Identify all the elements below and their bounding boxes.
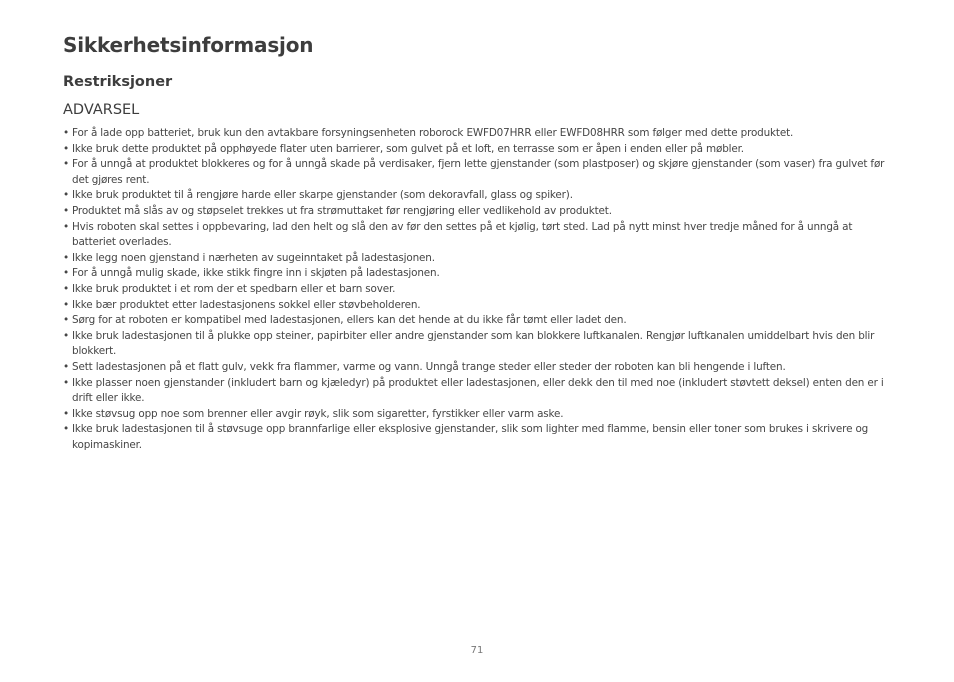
list-item-text: Ikke støvsug opp noe som brenner eller avgir røyk, slik som sigaretter, fyrstikker eller varm aske. xyxy=(72,407,564,420)
list-item-text: Ikke plasser noen gjenstander (inkludert barn og kjæledyr) på produktet eller ladestasjonen, eller dekk den til med noe (inkludert støvtett deksel) enten den er i drift eller ikke. xyxy=(72,376,884,405)
list-item xyxy=(63,204,893,220)
bullet-icon: • xyxy=(63,282,69,295)
page-number: 71 xyxy=(470,645,484,656)
list-item xyxy=(63,282,893,298)
list-item xyxy=(63,142,893,158)
list-item xyxy=(63,251,893,267)
list-item-text: For å unngå at produktet blokkeres og for å unngå skade på verdisaker, fjern lette gjenstander (som plastposer) og skjøre gjenstander (som vaser) fra gulvet før det gjøres rent. xyxy=(72,158,885,186)
list-item xyxy=(63,266,893,282)
list-item-text: Sett ladestasjonen på et flatt gulv, vekk fra flammer, varme og vann. Unngå trange steder eller steder der roboten kan bli hengende i luften. xyxy=(72,360,786,373)
list-item xyxy=(63,422,893,453)
bullet-icon: • xyxy=(63,189,69,202)
list-item xyxy=(63,376,893,407)
bullet-icon: • xyxy=(63,376,69,389)
bullet-icon: • xyxy=(63,204,69,217)
warning-list xyxy=(63,126,893,453)
bullet-icon: • xyxy=(63,251,69,264)
warning-heading: ADVARSEL xyxy=(63,102,140,118)
list-item xyxy=(63,313,893,329)
bullet-icon: • xyxy=(63,314,69,327)
bullet-icon: • xyxy=(63,423,69,436)
bullet-icon: • xyxy=(63,267,69,280)
section-title-restrictions: Restriksjoner xyxy=(63,74,173,90)
list-item-text: Ikke bruk ladestasjonen til å plukke opp steiner, papirbiter eller andre gjenstander som kan blokkere luftkanalen. Rengjør luftkanalen umiddelbart hvis den blir blokkert. xyxy=(72,329,875,358)
bullet-icon: • xyxy=(63,329,69,342)
list-item-text: Ikke bruk dette produktet på opphøyede flater uten barrierer, som gulvet på et loft, en terrasse som er åpen i enden eller på møbler. xyxy=(72,142,744,155)
list-item xyxy=(63,188,893,204)
list-item-text: Produktet må slås av og støpselet trekkes ut fra strømuttaket før rengjøring eller vedlikehold av produktet. xyxy=(72,204,612,217)
bullet-icon: • xyxy=(63,298,69,311)
list-item xyxy=(63,157,893,188)
list-item xyxy=(63,329,893,360)
list-item xyxy=(63,298,893,314)
list-item-text: Ikke bruk ladestasjonen til å støvsuge opp brannfarlige eller eksplosive gjenstander, slik som lighter med flamme, bensin eller toner som brukes i skrivere og kopimaskiner. xyxy=(72,423,869,451)
list-item-text: Sørg for at roboten er kompatibel med ladestasjonen, ellers kan det hende at du ikke får tømt eller ladet den. xyxy=(72,314,627,327)
list-item-text: For å lade opp batteriet, bruk kun den avtakbare forsyningsenheten roborock EWFD07HRR eller EWFD08HRR som følger med dette produktet. xyxy=(72,127,794,139)
bullet-icon: • xyxy=(63,407,69,420)
list-item xyxy=(63,407,893,423)
list-item-text: Ikke bær produktet etter ladestasjonens sokkel eller støvbeholderen. xyxy=(72,298,421,311)
bullet-icon: • xyxy=(63,360,69,373)
list-item-text: Ikke bruk produktet i et rom der et spedbarn eller et barn sover. xyxy=(72,282,396,295)
list-item xyxy=(63,360,893,376)
bullet-icon: • xyxy=(63,127,69,139)
list-item-text: For å unngå mulig skade, ikke stikk fingre inn i skjøten på ladestasjonen. xyxy=(72,267,440,280)
list-item xyxy=(63,220,893,251)
list-item xyxy=(63,126,893,142)
list-item-text: Ikke legg noen gjenstand i nærheten av sugeinntaket på ladestasjonen. xyxy=(72,251,435,264)
bullet-icon: • xyxy=(63,158,69,171)
list-item-text: Hvis roboten skal settes i oppbevaring, lad den helt og slå den av før den settes på et kjølig, tørt sted. Lad på nytt minst hver tredje måned for å unngå at batteriet overlades. xyxy=(72,220,853,249)
bullet-icon: • xyxy=(63,142,69,155)
bullet-icon: • xyxy=(63,220,69,233)
list-item-text: Ikke bruk produktet til å rengjøre harde eller skarpe gjenstander (som dekoravfall, glass og spiker). xyxy=(72,189,573,202)
page-title: Sikkerhetsinformasjon xyxy=(63,33,314,57)
